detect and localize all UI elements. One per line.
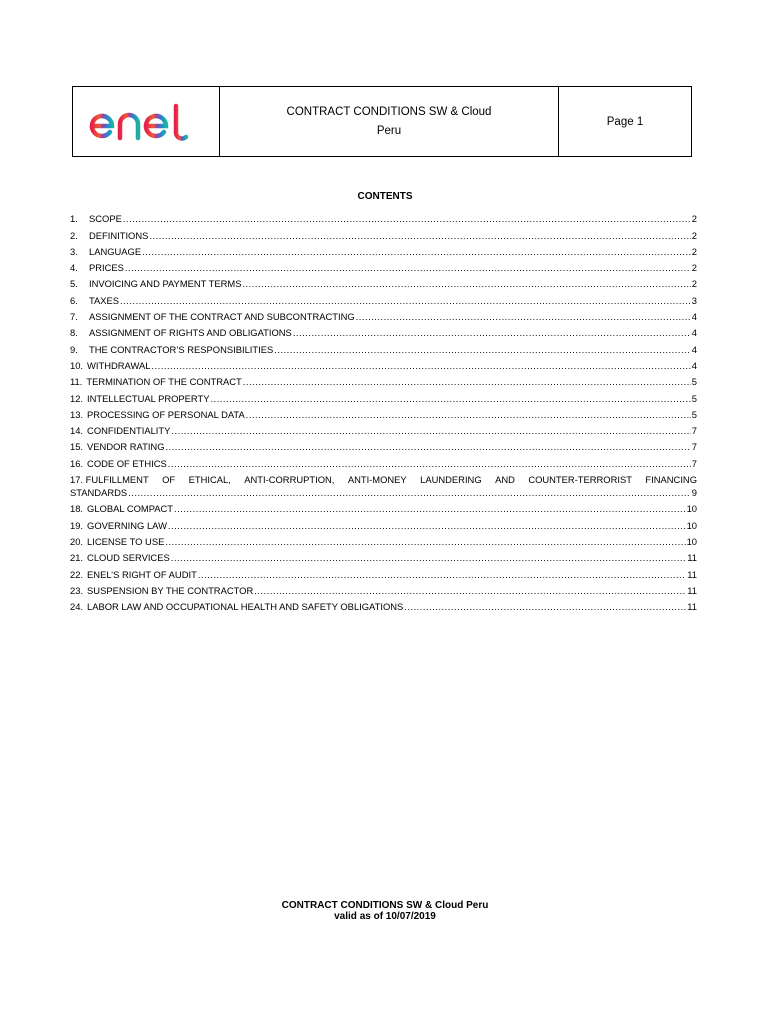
toc-leader-dots: [149, 230, 690, 241]
enel-logo: [86, 102, 206, 142]
toc-entry-page: 7: [691, 425, 697, 437]
toc-entry-number: 20.: [70, 535, 84, 547]
toc-leader-dots: [165, 441, 690, 452]
toc-entry-number: 15.: [70, 441, 84, 453]
toc-entry-page: 11: [687, 601, 697, 613]
toc-entry-label: WITHDRAWAL: [87, 359, 151, 371]
toc-entry-label: CLOUD SERVICES: [87, 552, 170, 564]
toc-entry[interactable]: [70, 371, 697, 387]
toc-entry-page: 7: [691, 457, 697, 469]
toc-entry[interactable]: [70, 273, 697, 289]
toc-entry-label: SUSPENSION BY THE CONTRACTOR: [87, 584, 254, 596]
toc-entry[interactable]: [70, 514, 697, 530]
toc-entry-page: 11: [687, 584, 697, 596]
toc-entry[interactable]: [70, 469, 697, 498]
toc-entry-label: ASSIGNMENT OF THE CONTRACT AND SUBCONTRACTING: [89, 311, 355, 323]
toc-entry-label: CODE OF ETHICS: [87, 457, 167, 469]
toc-entry-label: STANDARDS: [70, 487, 128, 499]
toc-entry[interactable]: [70, 306, 697, 322]
toc-entry-number: 14.: [70, 425, 84, 437]
toc-entry-number: 2.: [70, 229, 78, 241]
toc-entry-number: 19.: [70, 519, 84, 531]
toc-leader-dots: [151, 360, 690, 371]
toc-entry-number: 24.: [70, 601, 84, 613]
toc-entry-label: PROCESSING OF PERSONAL DATA: [87, 408, 245, 420]
toc-entry-number: 7.: [70, 311, 78, 323]
toc-entry[interactable]: [70, 257, 697, 273]
toc-entry-number: 21.: [70, 552, 84, 564]
toc-entry-word: 17. FULFILLMENT: [70, 474, 149, 486]
toc-entry-label: TERMINATION OF THE CONTRACT: [86, 376, 242, 388]
toc-entry[interactable]: [70, 531, 697, 547]
toc-entry-label: VENDOR RATING: [87, 441, 165, 453]
toc-entry-number: 8.: [70, 327, 78, 339]
toc-entry-word: LAUNDERING: [420, 474, 482, 486]
toc-entry-page: 10: [686, 503, 697, 515]
toc-entry-number: 5.: [70, 278, 78, 290]
toc-entry-word: AND: [495, 474, 515, 486]
toc-entry-number: 18.: [70, 503, 84, 515]
footer-line2: valid as of 10/07/2019: [334, 911, 436, 922]
toc-entry-page: 2: [691, 262, 697, 274]
toc-entry-page: 4: [691, 343, 697, 355]
toc-entry-number: 6.: [70, 294, 78, 306]
toc-leader-dots: [254, 585, 686, 596]
page-number: Page 1: [606, 115, 644, 128]
toc-leader-dots: [168, 458, 691, 469]
toc-entry-page: 4: [691, 359, 697, 371]
toc-leader-dots: [171, 425, 690, 436]
toc-leader-dots: [404, 601, 686, 612]
toc-leader-dots: [123, 213, 691, 224]
toc-entry[interactable]: [70, 498, 697, 514]
toc-entry-page: 2: [691, 278, 697, 290]
toc-leader-dots: [128, 487, 691, 498]
toc-entry-label: SCOPE: [89, 213, 122, 225]
toc-entry-number: 3.: [70, 245, 78, 257]
toc-leader-dots: [274, 344, 691, 355]
toc-entry[interactable]: [70, 547, 697, 563]
toc-entry-number: 11.: [70, 376, 83, 388]
footer: [0, 900, 770, 922]
toc-entry-number: 1.: [70, 213, 78, 225]
document-title-cell: [220, 87, 559, 156]
toc-leader-dots: [293, 327, 691, 338]
toc-entry-number: 16.: [70, 457, 84, 469]
toc-entry-page: 11: [687, 552, 697, 564]
toc-entry[interactable]: [70, 563, 697, 579]
toc-entry-label: THE CONTRACTOR’S RESPONSIBILITIES: [89, 343, 274, 355]
toc-leader-dots: [243, 376, 691, 387]
toc-entry-word: ANTI-MONEY: [347, 474, 407, 486]
toc-leader-dots: [171, 552, 687, 563]
toc-leader-dots: [198, 569, 686, 580]
header-table: [72, 86, 692, 157]
toc-entry[interactable]: [70, 241, 697, 257]
toc-entry-page: 10: [686, 535, 697, 547]
toc-entry[interactable]: [70, 289, 697, 305]
toc-entry-word: COUNTER-TERRORIST: [528, 474, 632, 486]
contents-heading: CONTENTS: [357, 191, 413, 202]
toc-entry-label: LANGUAGE: [89, 245, 142, 257]
toc-entry-page: 11: [687, 568, 697, 580]
toc-leader-dots: [142, 246, 691, 257]
toc-entry-label: LABOR LAW AND OCCUPATIONAL HEALTH AND SAFETY OBLIGATIONS: [87, 601, 404, 613]
toc-entry-page: 4: [691, 327, 697, 339]
toc-entry-word: FINANCING: [645, 474, 697, 486]
toc-leader-dots: [246, 409, 691, 420]
toc-entry[interactable]: [70, 224, 697, 240]
toc-entry-word: OF: [162, 474, 176, 486]
toc-leader-dots: [242, 278, 690, 289]
toc-entry-number: 9.: [70, 343, 78, 355]
toc-entry-word: ANTI-CORRUPTION,: [244, 474, 335, 486]
page-number-cell: [559, 87, 691, 156]
logo-cell: [73, 87, 220, 156]
toc-entry-label: TAXES: [89, 294, 120, 306]
toc-entry-number: 12.: [70, 392, 84, 404]
toc-leader-dots: [165, 536, 685, 547]
toc-entry-page: 7: [691, 441, 697, 453]
toc-entry-page: 2: [691, 245, 697, 257]
toc-entry[interactable]: [70, 580, 697, 596]
document-title-line1: CONTRACT CONDITIONS SW & Cloud: [286, 105, 492, 118]
toc-entry-page: 5: [691, 408, 697, 420]
toc-leader-dots: [210, 393, 690, 404]
toc-entry-label: INTELLECTUAL PROPERTY: [87, 392, 210, 404]
toc-entry[interactable]: [70, 355, 697, 371]
toc-entry-word: ETHICAL,: [188, 474, 231, 486]
toc-leader-dots: [168, 520, 686, 531]
toc-entry[interactable]: [70, 208, 697, 224]
toc-entry-page: 5: [691, 376, 697, 388]
toc-entry-page: 2: [691, 229, 697, 241]
toc-entry-page: 9: [691, 487, 697, 499]
toc-entry[interactable]: [70, 452, 697, 468]
toc-entry-label: CONFIDENTIALITY: [87, 425, 171, 437]
toc-entry[interactable]: [70, 387, 697, 403]
toc-entry[interactable]: [70, 420, 697, 436]
toc-leader-dots: [174, 503, 686, 514]
toc-entry-page: 5: [691, 392, 697, 404]
document-title-line2: Peru: [376, 124, 402, 137]
footer-line1: CONTRACT CONDITIONS SW & Cloud Peru: [281, 900, 489, 911]
toc-leader-dots: [120, 295, 691, 306]
toc-entry-label: LICENSE TO USE: [87, 535, 165, 547]
toc-entry-number: 10.: [70, 359, 84, 371]
toc-entry[interactable]: [70, 596, 697, 612]
toc-entry-label: DEFINITIONS: [89, 229, 149, 241]
toc-entry-page: 4: [691, 311, 697, 323]
toc-entry[interactable]: [70, 322, 697, 338]
toc-entry-label: GOVERNING LAW: [87, 519, 167, 531]
toc-entry-number: 4.: [70, 262, 78, 274]
toc-entry-page: 10: [686, 519, 697, 531]
toc-leader-dots: [356, 311, 691, 322]
toc-leader-dots: [125, 262, 691, 273]
table-of-contents: [70, 208, 697, 612]
toc-entry-label: INVOICING AND PAYMENT TERMS: [89, 278, 242, 290]
toc-entry-number: 13.: [70, 408, 84, 420]
toc-entry-label: PRICES: [89, 262, 124, 274]
toc-entry-label: ASSIGNMENT OF RIGHTS AND OBLIGATIONS: [89, 327, 292, 339]
toc-entry-number: 22.: [70, 568, 84, 580]
toc-entry-label: ENEL’S RIGHT OF AUDIT: [87, 568, 197, 580]
toc-entry-label: GLOBAL COMPACT: [87, 503, 173, 515]
toc-entry-number: 23.: [70, 584, 84, 596]
toc-entry[interactable]: [70, 404, 697, 420]
toc-entry[interactable]: [70, 338, 697, 354]
toc-entry[interactable]: [70, 436, 697, 452]
toc-entry-page: 2: [691, 213, 697, 225]
toc-entry-page: 3: [691, 294, 697, 306]
